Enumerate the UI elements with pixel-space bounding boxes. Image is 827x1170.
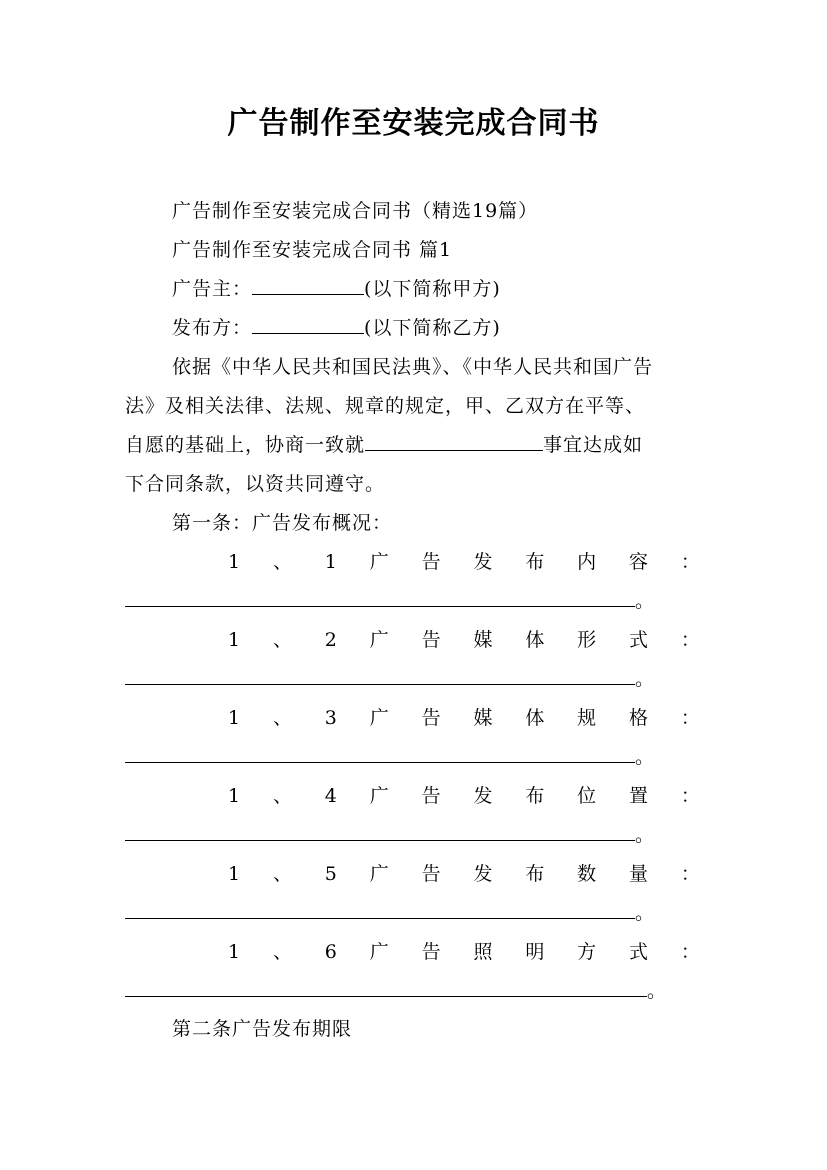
list-item-char: 、	[272, 707, 292, 729]
fill-in-blank	[125, 822, 635, 841]
party-a-suffix: (以下简称甲方)	[364, 278, 501, 300]
list-item-char: 形	[577, 629, 597, 651]
list-item-char: ：	[680, 785, 700, 807]
list-item-char: 照	[473, 941, 493, 963]
list-item-char: 发	[473, 863, 493, 885]
list-item-end-mark: 。	[635, 746, 655, 768]
list-item-char: 广	[369, 863, 389, 885]
list-item-char: 1	[228, 941, 241, 963]
list-item-char: 告	[421, 941, 441, 963]
list-item-char: 发	[473, 551, 493, 573]
list-item-char: 告	[421, 785, 441, 807]
list-item-char: 媒	[473, 707, 493, 729]
party-b-line	[172, 315, 501, 341]
list-item-char: 置	[629, 785, 649, 807]
list-item-char: 体	[525, 629, 545, 651]
list-item-blank-line	[125, 978, 666, 1004]
list-item-char: 布	[525, 785, 545, 807]
list-item	[125, 939, 700, 965]
list-item-char: 、	[272, 941, 292, 963]
list-item-char: 广	[369, 707, 389, 729]
list-item-char: 告	[421, 707, 441, 729]
list-item-char: 4	[324, 785, 337, 807]
list-item-end-mark: 。	[635, 824, 655, 846]
list-item-char: 、	[272, 551, 292, 573]
party-b-label: 发布方：	[172, 317, 253, 339]
list-item-char: 1	[228, 629, 241, 651]
fill-in-blank	[125, 978, 647, 997]
list-item-char: ：	[680, 629, 700, 651]
document-title: 广告制作至安装完成合同书	[227, 106, 600, 141]
list-item-char: 6	[324, 941, 337, 963]
list-item-end-mark: 。	[647, 980, 667, 1002]
list-item-char: 1	[228, 785, 241, 807]
part-heading: 广告制作至安装完成合同书 篇1	[172, 239, 453, 261]
paragraph-line-3-post: 事宜达成如	[543, 434, 644, 456]
list-item-char: 式	[629, 941, 649, 963]
article-2-heading: 第二条广告发布期限	[172, 1018, 353, 1040]
list-item-char: 2	[324, 629, 337, 651]
list-item-char: 数	[577, 863, 597, 885]
list-item-char: ：	[680, 863, 700, 885]
list-item-char: ：	[680, 551, 700, 573]
list-item-char: 明	[525, 941, 545, 963]
list-item-blank-line	[125, 588, 654, 614]
paragraph-line-2: 法》及相关法律、法规、规章的规定，甲、乙双方在平等、	[125, 395, 646, 417]
list-item-blank-line	[125, 900, 654, 926]
list-item-char: 告	[421, 629, 441, 651]
list-item-char: ：	[680, 941, 700, 963]
list-item-blank-line	[125, 744, 654, 770]
party-a-blank	[252, 276, 364, 295]
list-item-char: 1	[324, 551, 337, 573]
fill-in-blank	[125, 900, 635, 919]
list-item-char: 广	[369, 551, 389, 573]
list-item-char: 布	[525, 551, 545, 573]
list-item-char: 广	[369, 629, 389, 651]
list-item-char: 、	[272, 863, 292, 885]
party-b-suffix: (以下简称乙方)	[364, 317, 501, 339]
paragraph-line-1: 依据《中华人民共和国民法典》、《中华人民共和国广告	[172, 356, 654, 378]
list-item-end-mark: 。	[635, 902, 655, 924]
article-1-heading: 第一条：广告发布概况：	[172, 512, 393, 534]
list-item-char: ：	[680, 707, 700, 729]
paragraph-line-3-pre: 自愿的基础上，协商一致就	[125, 434, 366, 456]
list-item-char: 量	[629, 863, 649, 885]
list-item-char: 体	[525, 707, 545, 729]
party-a-label: 广告主：	[172, 278, 253, 300]
list-item	[125, 783, 700, 809]
list-item-char: 广	[369, 941, 389, 963]
list-item	[125, 861, 700, 887]
fill-in-blank	[125, 744, 635, 763]
list-item-char: 媒	[473, 629, 493, 651]
list-item-char: 1	[228, 863, 241, 885]
list-item-char: 内	[577, 551, 597, 573]
list-item-char: 容	[629, 551, 649, 573]
matter-blank	[365, 432, 543, 451]
list-item-char: 规	[577, 707, 597, 729]
paragraph-line-4: 下合同条款，以资共同遵守。	[125, 473, 386, 495]
list-item	[125, 549, 700, 575]
fill-in-blank	[125, 666, 635, 685]
list-item-end-mark: 。	[635, 668, 655, 690]
list-item	[125, 627, 700, 653]
list-item-char: 、	[272, 629, 292, 651]
list-item-char: 5	[324, 863, 337, 885]
fill-in-blank	[125, 588, 635, 607]
list-item-end-mark: 。	[635, 590, 655, 612]
list-item-char: 、	[272, 785, 292, 807]
paragraph-line-3	[125, 432, 643, 458]
list-item-char: 布	[525, 863, 545, 885]
list-item-blank-line	[125, 666, 654, 692]
party-a-line	[172, 276, 501, 302]
list-item-char: 1	[228, 551, 241, 573]
list-item-char: 式	[629, 629, 649, 651]
list-item-char: 方	[577, 941, 597, 963]
list-item	[125, 705, 700, 731]
party-b-blank	[252, 315, 364, 334]
list-item-char: 位	[577, 785, 597, 807]
list-item-char: 广	[369, 785, 389, 807]
document-subtitle: 广告制作至安装完成合同书（精选19篇）	[172, 200, 539, 222]
list-item-char: 1	[228, 707, 241, 729]
list-item-char: 告	[421, 551, 441, 573]
list-item-char: 告	[421, 863, 441, 885]
list-item-char: 格	[629, 707, 649, 729]
list-item-char: 3	[324, 707, 337, 729]
list-item-char: 发	[473, 785, 493, 807]
list-item-blank-line	[125, 822, 654, 848]
